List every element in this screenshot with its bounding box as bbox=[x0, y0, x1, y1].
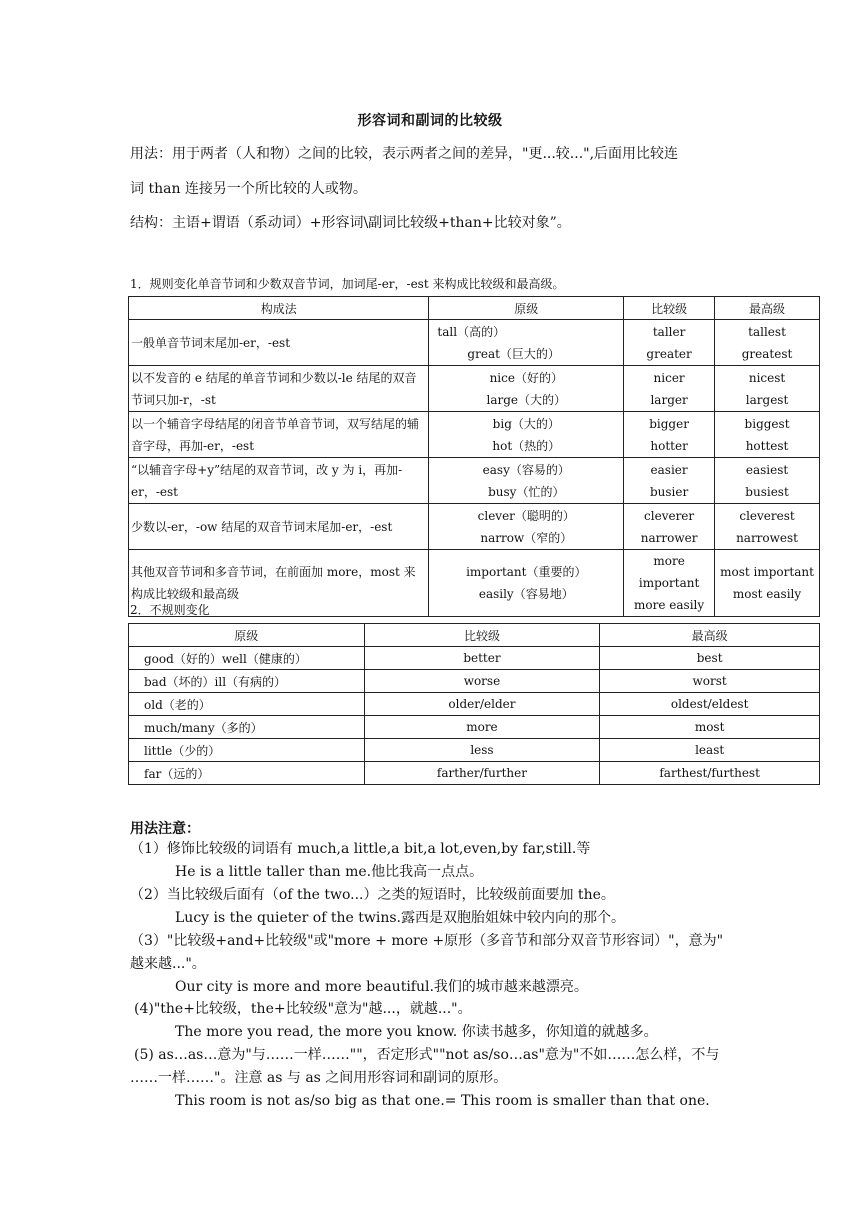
original-word: clever（聪明的） bbox=[477, 508, 575, 523]
original-word: busy（忙的） bbox=[488, 484, 565, 499]
original-cell bbox=[429, 412, 624, 458]
comparative-word: hotter bbox=[650, 438, 688, 453]
note-4-example: The more you read, the more you know. 你读书越多，你知道的就越多。 bbox=[175, 1024, 658, 1040]
header-rule: 构成法 bbox=[129, 297, 429, 320]
header-comparative: 比较级 bbox=[624, 297, 715, 320]
original-cell bbox=[429, 458, 624, 504]
superlative-word: tallest bbox=[748, 324, 786, 339]
note-2: （2）当比较级后面有（of the two...）之类的短语时，比较级前面要加 the。 bbox=[130, 887, 615, 903]
superlative-cell: best bbox=[600, 647, 820, 670]
original-word: tall（高的） bbox=[437, 324, 506, 339]
comparative-cell bbox=[624, 320, 715, 366]
note-1: （1）修饰比较级的词语有 much,a little,a bit,a lot,even,by far,still.等 bbox=[130, 841, 591, 857]
rule-cell: 以不发音的 e 结尾的单音节词和少数以-le 结尾的双音节词只加-r，-st bbox=[129, 366, 429, 412]
table-row bbox=[129, 762, 820, 785]
table-row bbox=[129, 693, 820, 716]
superlative-cell: most bbox=[600, 716, 820, 739]
superlative-word: greatest bbox=[741, 346, 793, 361]
comparative-cell: less bbox=[364, 739, 600, 762]
comparative-word: bigger bbox=[649, 416, 689, 431]
superlative-cell bbox=[715, 504, 820, 550]
superlative-word: most easily bbox=[732, 587, 802, 601]
note-3-example: Our city is more and more beautiful.我们的城市越来越漂亮。 bbox=[175, 979, 588, 995]
superlative-cell: farthest/furthest bbox=[600, 762, 820, 785]
notes-heading: 用法注意： bbox=[130, 821, 200, 837]
comparative-word: easier bbox=[650, 462, 688, 477]
superlative-word: narrowest bbox=[736, 530, 798, 545]
superlative-cell: oldest/eldest bbox=[600, 693, 820, 716]
superlative-cell bbox=[715, 412, 820, 458]
comparative-cell: farther/further bbox=[364, 762, 600, 785]
comparative-cell: worse bbox=[364, 670, 600, 693]
original-cell: old（老的） bbox=[129, 693, 365, 716]
table-row bbox=[129, 412, 820, 458]
rule-cell: 其他双音节词和多音节词，在前面加 more，most 来构成比较级和最高级 bbox=[129, 550, 429, 617]
comparative-word: taller bbox=[652, 324, 686, 339]
comparative-cell: more bbox=[364, 716, 600, 739]
comparative-word: greater bbox=[646, 346, 692, 361]
comparative-word: narrower bbox=[640, 530, 698, 545]
note-4: (4)"the+比较级，the+比较级"意为"越...，就越..."。 bbox=[134, 1001, 472, 1017]
original-word: easy（容易的） bbox=[482, 462, 570, 477]
table-row bbox=[129, 366, 820, 412]
rule-cell: 以一个辅音字母结尾的闭音节单音节词，双写结尾的辅音字母，再加-er，-est bbox=[129, 412, 429, 458]
rule-cell: 一般单音节词末尾加-er，-est bbox=[129, 320, 429, 366]
note-5-continued: ……一样……"。注意 as 与 as 之间用形容词和副词的原形。 bbox=[130, 1070, 508, 1086]
original-cell bbox=[429, 504, 624, 550]
original-cell bbox=[429, 320, 624, 366]
superlative-cell bbox=[715, 366, 820, 412]
table-row bbox=[129, 550, 820, 617]
note-3: （3）"比较级+and+比较级"或"more + more +原形（多音节和部分双音节形容词）"，意为" bbox=[130, 933, 724, 949]
rule-cell: 少数以-er，-ow 结尾的双音节词末尾加-er，-est bbox=[129, 504, 429, 550]
comparative-cell: older/elder bbox=[364, 693, 600, 716]
superlative-cell bbox=[715, 458, 820, 504]
original-cell: much/many（多的） bbox=[129, 716, 365, 739]
regular-comparison-table bbox=[128, 296, 820, 617]
original-cell: little（少的） bbox=[129, 739, 365, 762]
comparative-word: more important bbox=[638, 554, 700, 590]
original-word: great（巨大的） bbox=[467, 346, 560, 361]
table-row bbox=[129, 716, 820, 739]
table-row bbox=[129, 647, 820, 670]
section-1-caption: 1．规则变化单音节词和少数双音节词，加词尾-er，-est 来构成比较级和最高级。 bbox=[130, 277, 565, 291]
comparative-cell bbox=[624, 458, 715, 504]
original-cell: bad（坏的）ill（有病的） bbox=[129, 670, 365, 693]
note-5: (5) as…as…意为"与……一样……""，否定形式""not as/so…as"意为"不如……怎么样，不与 bbox=[134, 1047, 720, 1063]
comparative-cell: better bbox=[364, 647, 600, 670]
original-word: hot（热的） bbox=[492, 438, 561, 453]
note-1-example: He is a little taller than me.他比我高一点点。 bbox=[175, 864, 484, 880]
note-2-example: Lucy is the quieter of the twins.露西是双胞胎姐妹中较内向的那个。 bbox=[175, 910, 625, 926]
original-word: big（大的） bbox=[492, 416, 560, 431]
original-word: narrow（窄的） bbox=[480, 530, 573, 545]
header-comparative: 比较级 bbox=[364, 624, 600, 647]
superlative-word: biggest bbox=[744, 416, 790, 431]
table-row bbox=[129, 670, 820, 693]
note-3-continued: 越来越..."。 bbox=[130, 956, 206, 972]
table-row bbox=[129, 458, 820, 504]
table-row bbox=[129, 504, 820, 550]
table-header-row bbox=[129, 297, 820, 320]
superlative-word: largest bbox=[745, 392, 789, 407]
table-header-row bbox=[129, 624, 820, 647]
table-row bbox=[129, 320, 820, 366]
comparative-word: cleverer bbox=[644, 508, 695, 523]
original-word: large（大的） bbox=[486, 392, 567, 407]
superlative-word: most important bbox=[720, 565, 814, 579]
comparative-word: more easily bbox=[634, 598, 705, 612]
comparative-cell bbox=[624, 550, 715, 617]
superlative-word: cleverest bbox=[739, 508, 795, 523]
usage-line-1: 用法：用于两者（人和物）之间的比较，表示两者之间的差异，"更...较...",后面用比较连 bbox=[130, 146, 679, 162]
original-word: nice（好的） bbox=[489, 370, 563, 385]
superlative-word: nicest bbox=[748, 370, 786, 385]
note-5-example: This room is not as/so big as that one.= This room is smaller than that one. bbox=[175, 1093, 710, 1109]
comparative-cell bbox=[624, 412, 715, 458]
section-2-caption: 2．不规则变化 bbox=[130, 603, 210, 617]
header-superlative: 最高级 bbox=[715, 297, 820, 320]
original-cell: good（好的）well（健康的） bbox=[129, 647, 365, 670]
superlative-word: busiest bbox=[745, 484, 789, 499]
irregular-comparison-table bbox=[128, 623, 820, 785]
structure-line: 结构：主语+谓语（系动词）+形容词\副词比较级+than+比较对象”。 bbox=[130, 215, 571, 231]
header-original: 原级 bbox=[129, 624, 365, 647]
original-cell: far（远的） bbox=[129, 762, 365, 785]
superlative-cell: worst bbox=[600, 670, 820, 693]
comparative-word: busier bbox=[649, 484, 689, 499]
superlative-word: hottest bbox=[745, 438, 789, 453]
original-cell bbox=[429, 550, 624, 617]
comparative-cell bbox=[624, 504, 715, 550]
page-title: 形容词和副词的比较级 bbox=[357, 113, 503, 129]
comparative-word: larger bbox=[650, 392, 688, 407]
comparative-cell bbox=[624, 366, 715, 412]
table-row bbox=[129, 739, 820, 762]
header-superlative: 最高级 bbox=[600, 624, 820, 647]
superlative-word: easiest bbox=[745, 462, 789, 477]
comparative-word: nicer bbox=[653, 370, 685, 385]
rule-cell: “以辅音字母+y”结尾的双音节词，改 y 为 i，再加-er，-est bbox=[129, 458, 429, 504]
superlative-cell: least bbox=[600, 739, 820, 762]
header-original: 原级 bbox=[429, 297, 624, 320]
original-word: important（重要的） bbox=[466, 565, 587, 579]
superlative-cell bbox=[715, 550, 820, 617]
superlative-cell bbox=[715, 320, 820, 366]
usage-line-2: 词 than 连接另一个所比较的人或物。 bbox=[130, 181, 367, 197]
original-word: easily（容易地） bbox=[478, 587, 574, 601]
original-cell bbox=[429, 366, 624, 412]
